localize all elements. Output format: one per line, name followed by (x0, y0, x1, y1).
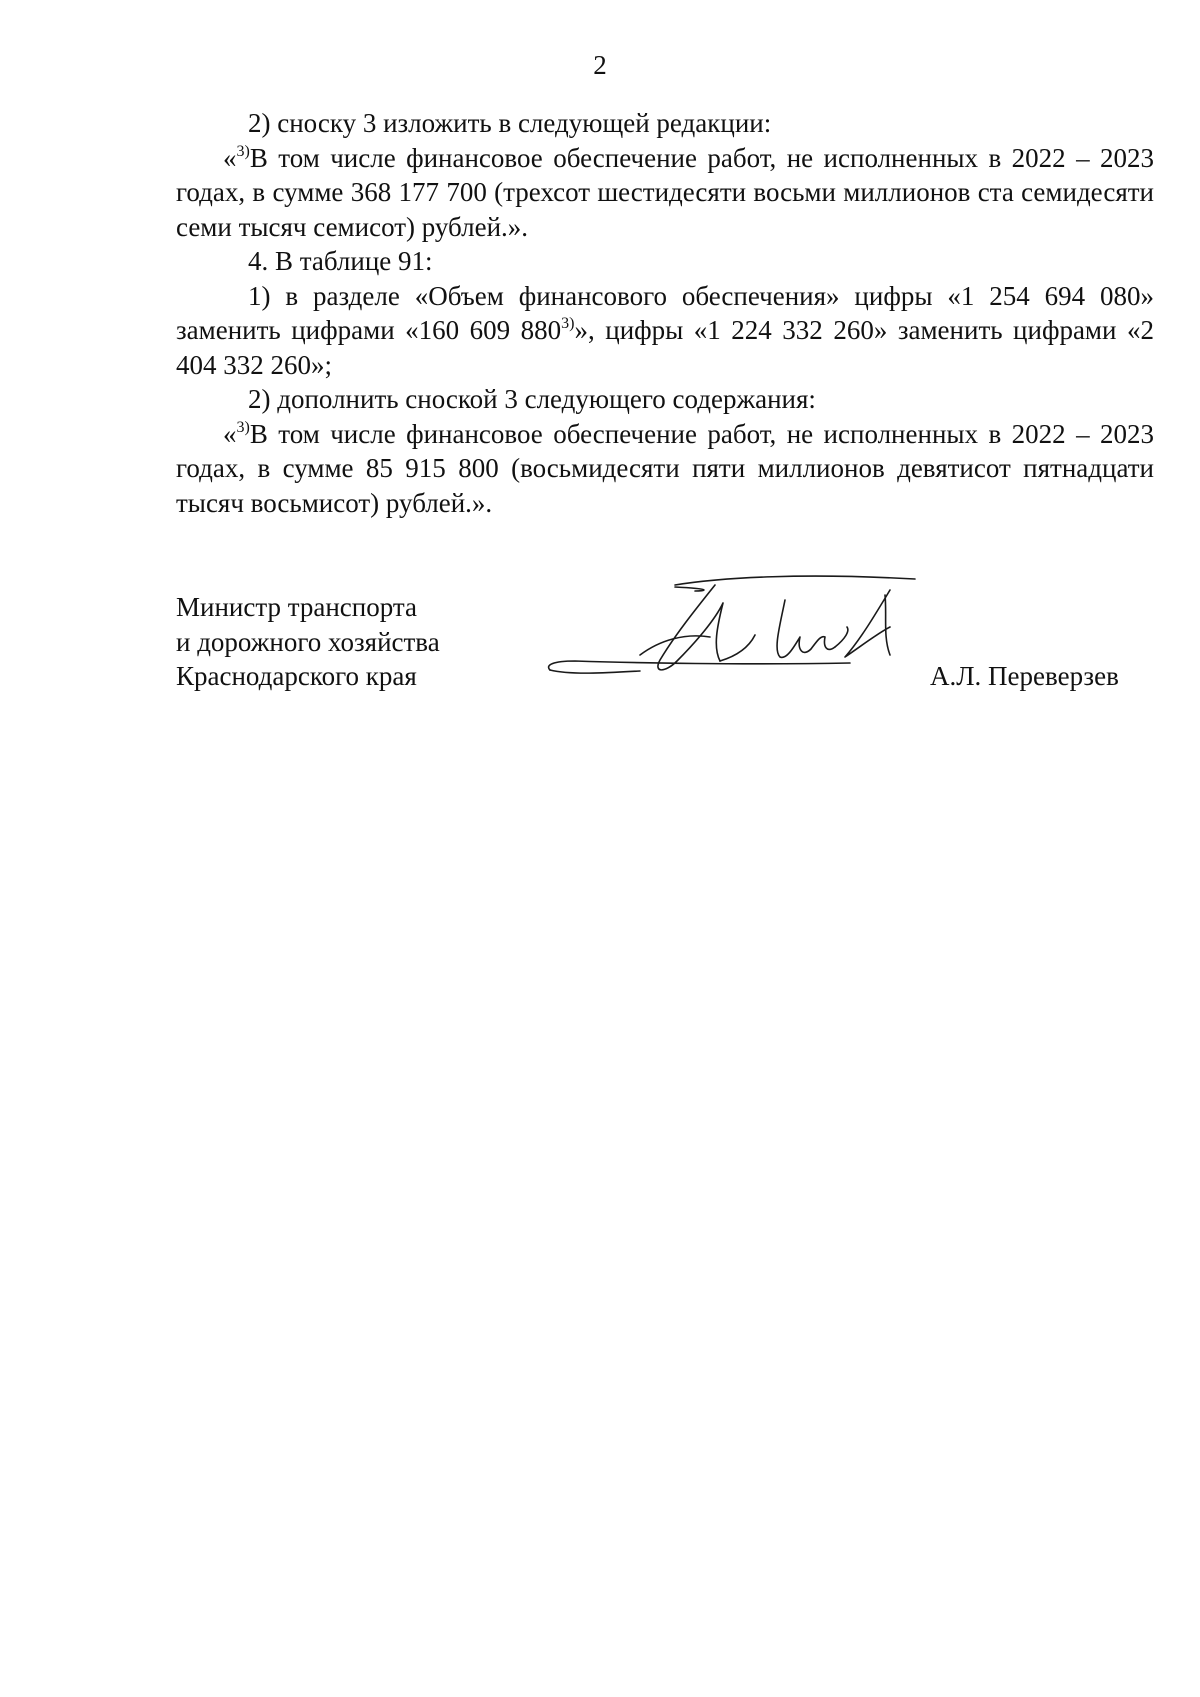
financing-volume-text-a: 1) в разделе «Объем финансового обеспечения» цифры «1 254 694 080» заменить цифрами «160 609 880 (176, 280, 1154, 345)
signatory-position (176, 590, 440, 694)
new-footnote-3-body: В том числе финансовое обеспечение работ, не исполненных в 2022 – 2023 годах, в сумме 85 915 800 (восьмидесяти пяти миллионов девятисот пятнадцати тысяч восьмисот) рублей.». (176, 418, 1154, 518)
paragraph-footnote-3-text (176, 141, 1154, 245)
footnote-marker: 3) (236, 418, 250, 436)
quote-open-mark: « (223, 142, 237, 173)
paragraph-table-91: 4. В таблице 91: (248, 246, 433, 276)
paragraph-new-footnote-3-text (176, 417, 1154, 521)
paragraph-financing-volume (176, 279, 1154, 383)
position-line-2: и дорожного хозяйства (176, 626, 440, 657)
page-number: 2 (593, 50, 607, 80)
document-body (176, 106, 1154, 520)
financing-volume-text-b: », цифры «1 224 332 260» заменить цифрами «2 404 332 260»; (176, 315, 1154, 380)
footnote-3-body: В том числе финансовое обеспечение работ, не исполненных в 2022 – 2023 годах, в сумме 368 177 700 (трехсот шестидесяти восьми миллионов ста семидесяти семи тысяч семисот) рублей.». (176, 142, 1154, 242)
signatory-name: А.Л. Переверзев (930, 661, 1119, 691)
footnote-marker: 3) (236, 142, 250, 160)
quote-open-mark: « (223, 418, 237, 449)
paragraph-footnote-replace: 2) сноску 3 изложить в следующей редакции: (248, 108, 772, 138)
position-line-3: Краснодарского края (176, 661, 417, 691)
handwritten-signature-image (545, 565, 925, 690)
paragraph-add-footnote: 2) дополнить сноской 3 следующего содержания: (248, 384, 816, 414)
footnote-marker: 3) (561, 315, 575, 332)
position-line-1: Министр транспорта (176, 592, 417, 622)
